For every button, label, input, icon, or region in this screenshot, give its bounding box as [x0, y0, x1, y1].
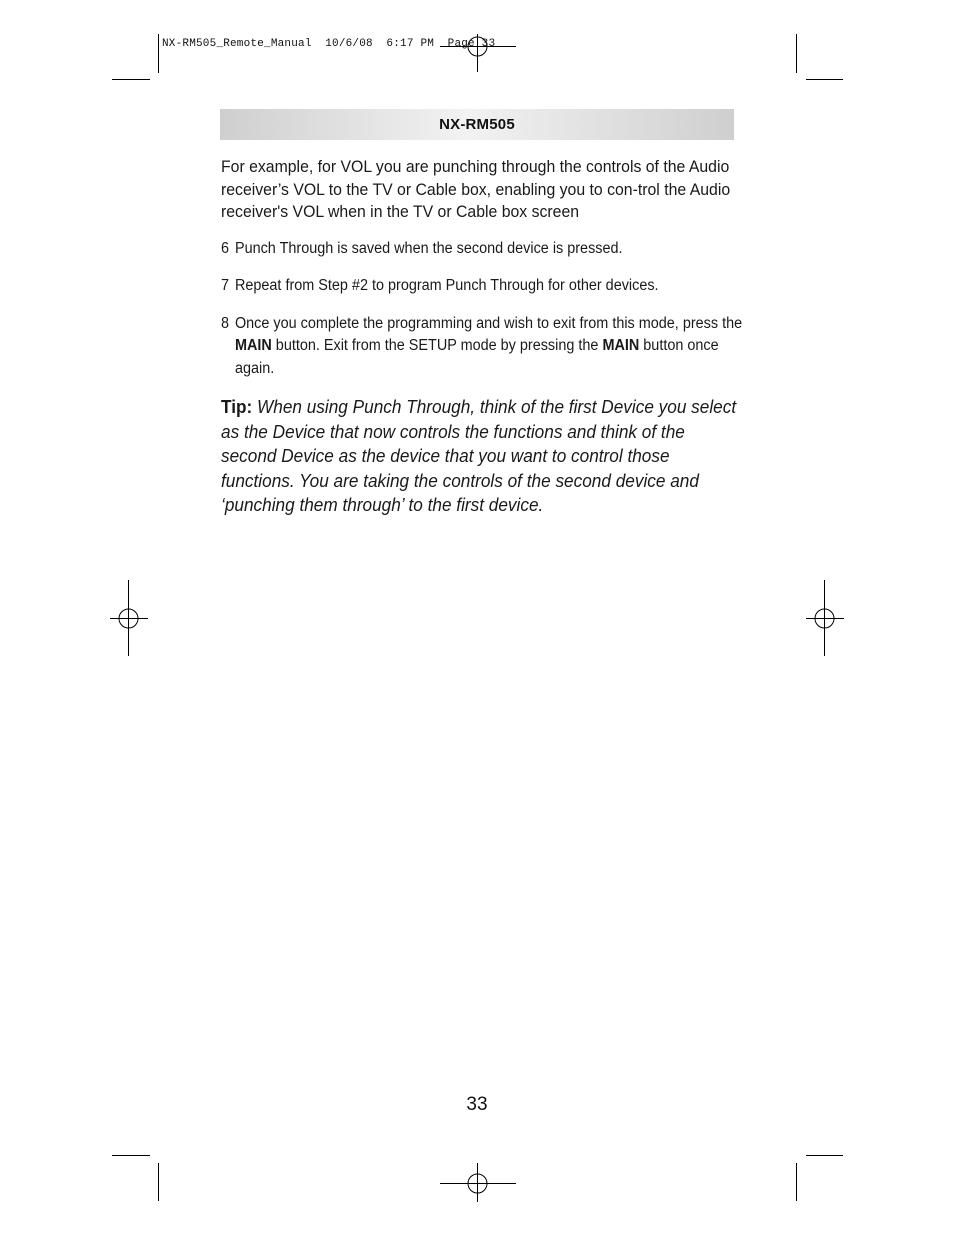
step-item — [221, 275, 751, 298]
tip-paragraph — [221, 395, 737, 518]
step-item — [221, 238, 751, 261]
page-content — [221, 156, 743, 518]
main-button-label: MAIN — [602, 337, 640, 354]
registration-mark-left — [110, 580, 148, 656]
step-number: 6 — [221, 239, 230, 257]
step-number: 7 — [221, 277, 230, 294]
header-title: NX-RM505 — [439, 116, 515, 133]
step-text: Punch Through is saved when the second device is pressed. — [234, 239, 623, 257]
step-text-part3: button once again. — [234, 337, 719, 377]
main-button-label: MAIN — [234, 337, 272, 354]
registration-mark-right — [806, 580, 844, 656]
registration-mark-bottom — [440, 1163, 516, 1202]
intro-paragraph: For example, for VOL you are punching through the controls of the Audio receiver’s VOL to the TV or Cable box, enabling you to con-trol the Audio receiver's VOL when in the TV or Cable box screen — [221, 157, 731, 221]
steps-list — [221, 238, 743, 381]
step-item — [221, 313, 751, 381]
step-number: 8 — [221, 314, 230, 332]
step-text: Repeat from Step #2 to program Punch Through for other devices. — [234, 277, 659, 294]
tip-label: Tip: — [221, 396, 253, 417]
print-slug-line: NX-RM505_Remote_Manual 10/6/08 6:17 PM Page 33 — [162, 38, 496, 50]
header-bar — [220, 109, 734, 140]
step-text-part2: button. Exit from the SETUP mode by pressing the — [275, 337, 599, 354]
step-text-part1: Once you complete the programming and wish to exit from this mode, press the — [234, 314, 743, 332]
tip-text: When using Punch Through, think of the first Device you select as the Device that now controls the functions and think of the second Device as the device that you want to control those functions. You are taking the controls of the second device and ‘punching them through’ to the first device. — [221, 396, 737, 515]
page-number: 33 — [466, 1094, 488, 1115]
